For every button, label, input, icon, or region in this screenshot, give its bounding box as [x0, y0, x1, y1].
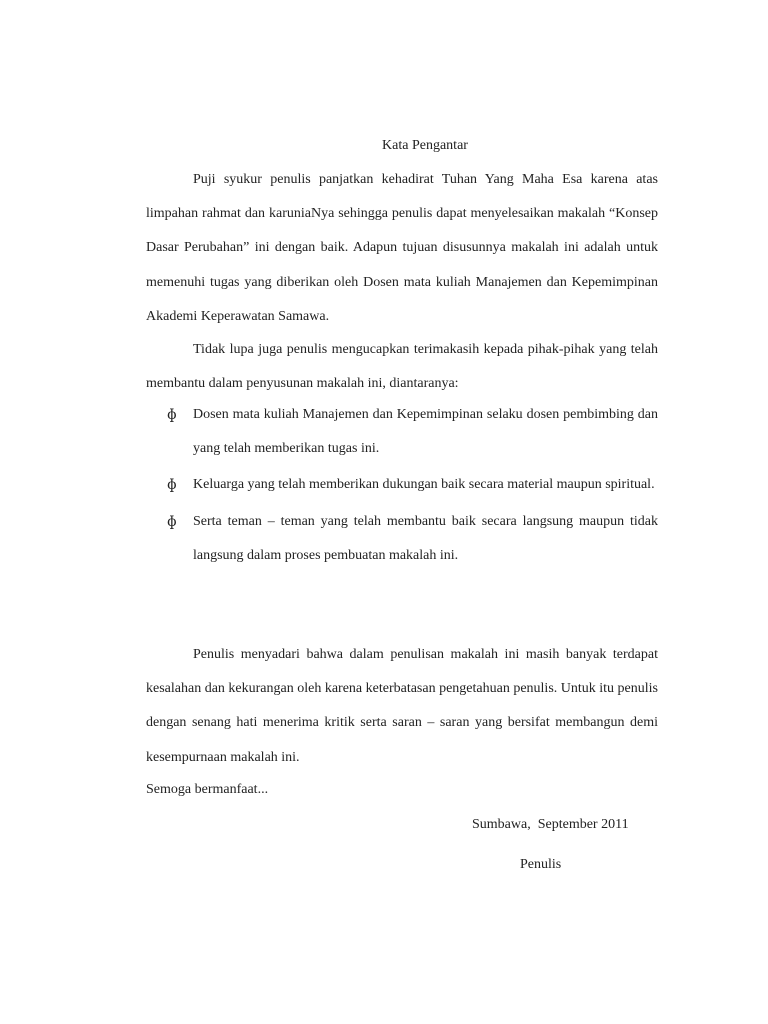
list-item — [146, 505, 658, 573]
paragraph-apology: Penulis menyadari bahwa dalam penulisan makalah ini masih banyak terdapat kesalahan dan kekurangan oleh karena keterbatasan pengetahuan penulis. Untuk itu penulis dengan senang hati menerima kritik serta saran – saran yang bersifat membangun demi kesempurnaan makalah ini. — [146, 647, 658, 765]
paragraph-thanks: Tidak lupa juga penulis mengucapkan terimakasih kepada pihak-pihak yang telah membantu dalam penyusunan makalah ini, diantaranya: — [146, 342, 658, 392]
paragraph-intro: Puji syukur penulis panjatkan kehadirat Tuhan Yang Maha Esa karena atas limpahan rahmat dan karuniaNya sehingga penulis dapat menyelesaikan makalah “Konsep Dasar Perubahan” ini dengan baik. Adapun tujuan disusunnya makalah ini adalah untuk memenuhi tugas yang diberikan oleh Dosen mata kuliah Manajemen dan Kepemimpinan Akademi Keperawatan Samawa. — [146, 172, 658, 324]
thanks-list — [146, 398, 658, 575]
bullet-phi-icon: ɸ — [167, 477, 177, 494]
document-title: Kata Pengantar — [382, 138, 468, 153]
list-item-text: Serta teman – teman yang telah membantu baik secara langsung maupun tidak langsung dalam proses pembuatan makalah ini. — [193, 513, 658, 563]
bullet-phi-icon: ɸ — [167, 407, 177, 423]
closing-line: Semoga bermanfaat... — [146, 782, 269, 797]
list-item — [146, 468, 658, 502]
bullet-phi-icon: ɸ — [167, 513, 177, 530]
list-item-text: Dosen mata kuliah Manajemen dan Kepemimpinan selaku dosen pembimbing dan yang telah memberikan tugas ini. — [193, 407, 658, 457]
list-item — [146, 398, 658, 466]
list-item-text: Keluarga yang telah memberikan dukungan baik secara material maupun spiritual. — [193, 477, 655, 493]
author-signature: Penulis — [520, 857, 562, 872]
place-date: Sumbawa, September 2011 — [472, 817, 629, 832]
